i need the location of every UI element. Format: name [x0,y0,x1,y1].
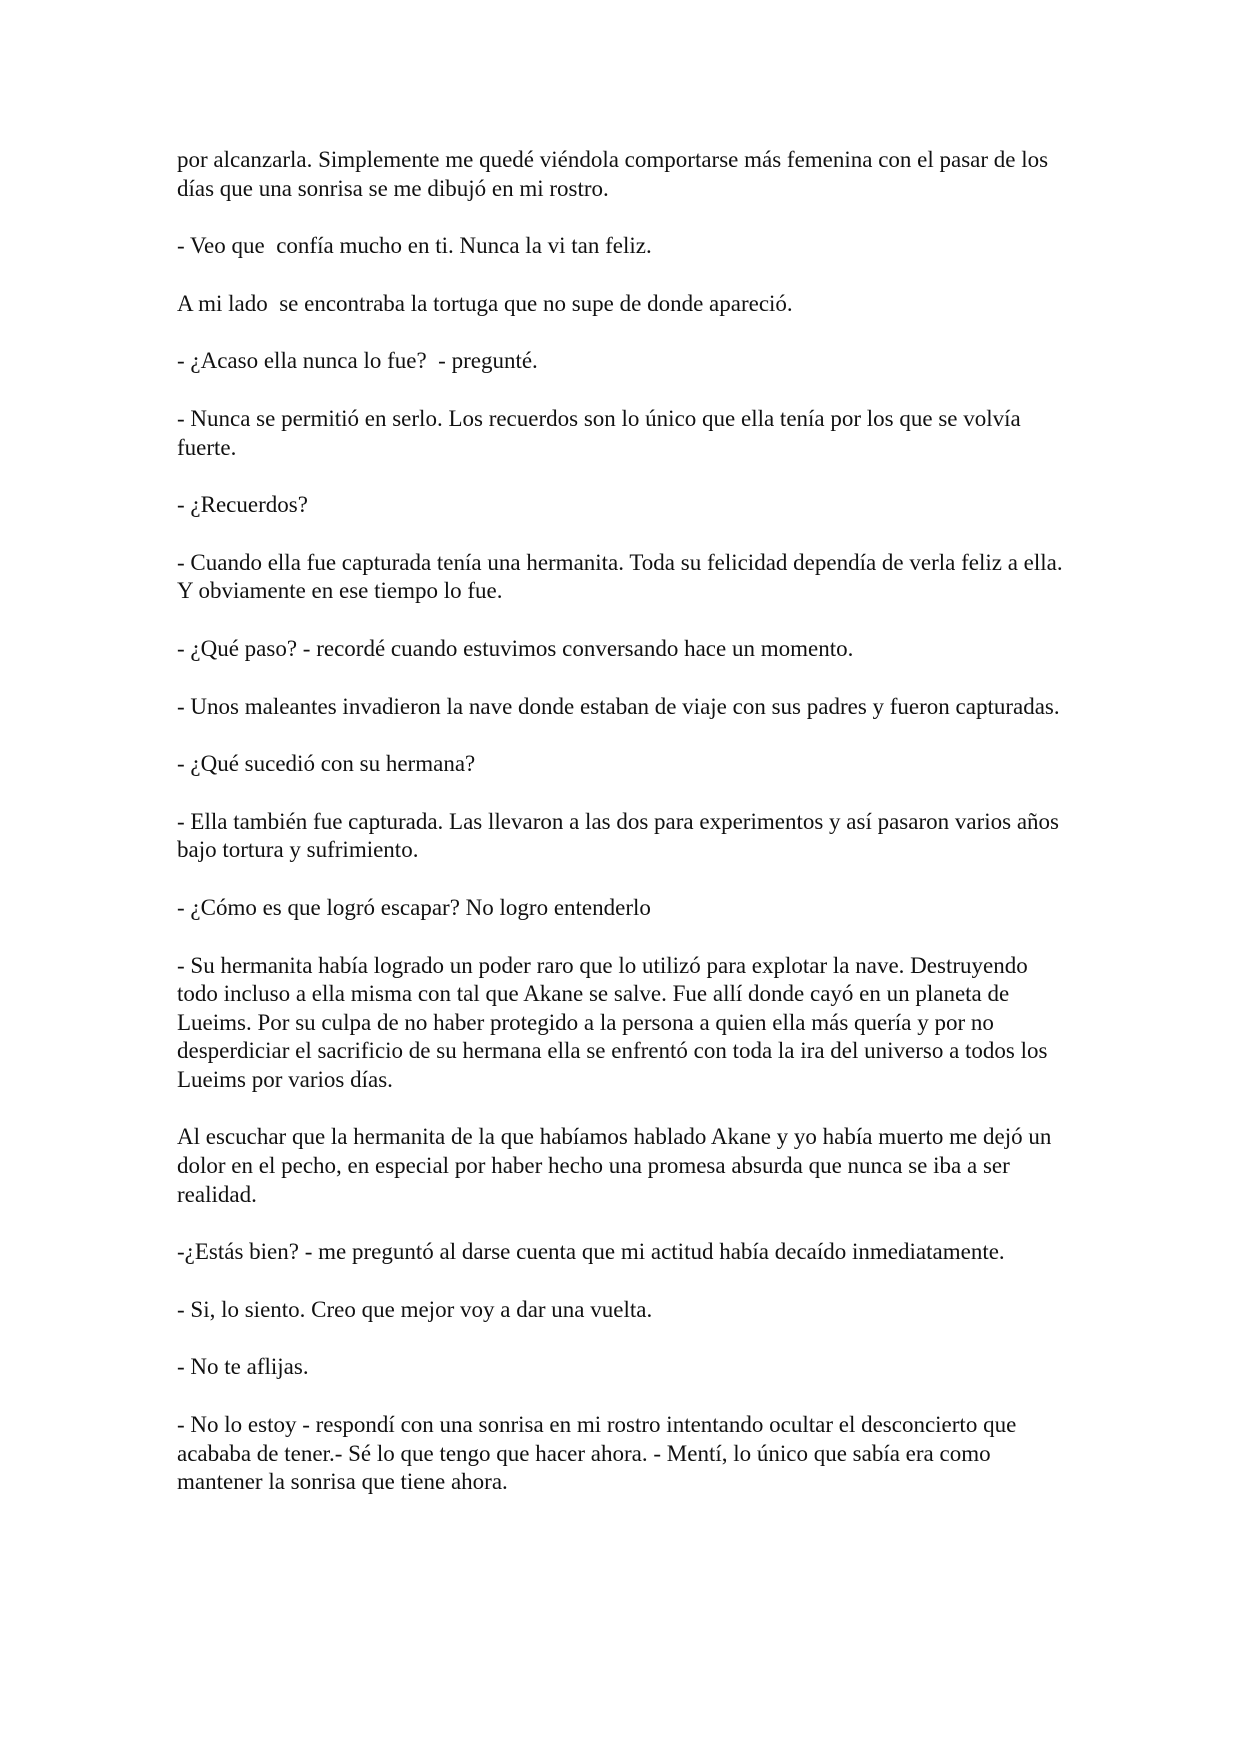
paragraph: - Veo que confía mucho en ti. Nunca la vi tan feliz. [177,233,652,259]
paragraph: A mi lado se encontraba la tortuga que no supe de donde apareció. [177,290,793,316]
paragraph: - Su hermanita había logrado un poder raro que lo utilizó para explotar la nave. Destruyendo todo incluso a ella misma con tal que Akane se salve. Fue allí donde cayó en un planeta de Lueims. Por su culpa de no haber protegido a la persona a quien ella más quería y por no desperdiciar el sacrificio de su hermana ella se enfrentó con toda la ira del universo a todos los Lueims por varios días. [177,952,1054,1092]
paragraph: - Si, lo siento. Creo que mejor voy a dar una vuelta. [177,1296,653,1322]
paragraph: por alcanzarla. Simplemente me quedé viéndola comportarse más femenina con el pasar de los días que una sonrisa se me dibujó en mi rostro. [177,147,1054,201]
paragraph: - ¿Cómo es que logró escapar? No logro entenderlo [177,894,651,920]
paragraph: - Cuando ella fue capturada tenía una hermanita. Toda su felicidad dependía de verla feliz a ella. Y obviamente en ese tiempo lo fue. [177,549,1068,604]
paragraph: - ¿Qué sucedió con su hermana? [177,751,476,777]
paragraph: - No lo estoy - respondí con una sonrisa en mi rostro intentando ocultar el desconcierto que acababa de tener.- Sé lo que tengo que hacer ahora. - Mentí, lo único que sabía era como mantener la sonrisa que tiene ahora. [177,1412,1023,1495]
paragraph: - ¿Acaso ella nunca lo fue? - pregunté. [177,348,538,374]
paragraph: - Unos maleantes invadieron la nave donde estaban de viaje con sus padres y fueron capturadas. [177,693,1060,719]
paragraph: - Nunca se permitió en serlo. Los recuerdos son lo único que ella tenía por los que se volvía fuerte. [177,405,1027,460]
document-body [177,146,1072,1526]
paragraph: - ¿Qué paso? - recordé cuando estuvimos conversando hace un momento. [177,635,854,661]
paragraph: - ¿Recuerdos? [177,492,308,518]
paragraph: -¿Estás bien? - me preguntó al darse cuenta que mi actitud había decaído inmediatamente. [177,1239,1005,1265]
paragraph: Al escuchar que la hermanita de la que habíamos hablado Akane y yo había muerto me dejó un dolor en el pecho, en especial por haber hecho una promesa absurda que nunca se iba a ser realidad. [177,1124,1058,1207]
paragraph: - No te aflijas. [177,1354,309,1380]
paragraph: - Ella también fue capturada. Las llevaron a las dos para experimentos y así pasaron varios años bajo tortura y sufrimiento. [177,808,1065,863]
